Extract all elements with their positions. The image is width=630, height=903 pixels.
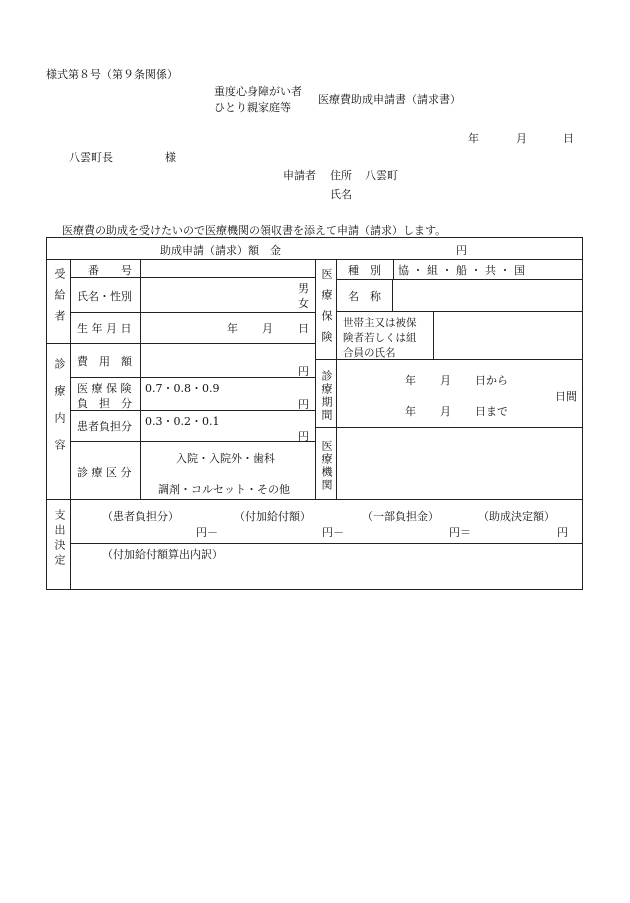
payment-yen-end: 円 [557,526,568,539]
applicant-address-value: 八雲町 [365,169,398,182]
name-sex-label: 氏名・性別 [77,290,132,303]
insurance-side-label: 医療保険 [320,268,333,352]
period-from-year: 年 [405,374,416,387]
payment-yen-minus-2: 円－ [322,526,344,539]
period-side-label: 診療期間 [320,370,333,422]
addressee-suffix: 様 [165,151,176,164]
title-line-1: 重度心身障がい者 [214,85,302,98]
period-from-month: 月 [440,374,451,387]
period-days: 日間 [555,390,577,403]
cost-label: 費 用 額 [77,355,132,368]
patient-share-label: 患者負担分 [77,420,132,433]
institution-side-label: 医療機関 [320,440,333,492]
amount-unit: 円 [456,244,467,257]
insurance-type-label: 種 別 [348,264,381,277]
applicant-label: 申請者 [283,169,316,182]
payment-yen-equals: 円＝ [449,526,471,539]
payment-additional: （付加給付額） [234,510,311,523]
applicant-name-label: 氏名 [330,188,352,201]
payment-breakdown: （付加給付額算出内訳） [102,548,223,561]
period-to-year: 年 [405,405,416,418]
number-label: 番 号 [88,264,132,277]
insurance-type-options: 協 ・ 組 ・ 船 ・ 共 ・ 国 [398,264,525,277]
householder-label-3: 合員の氏名 [343,347,396,359]
female-option: 女 [298,297,309,310]
period-from-day: 日から [475,374,508,387]
date-year: 年 [468,132,479,145]
dob-month: 月 [262,322,273,335]
dob-label: 生 年 月 日 [77,322,132,335]
category-line-1: 入院・入院外・歯科 [176,452,275,465]
insurance-share-yen: 円 [298,398,309,411]
recipient-side-label: 受給者 [53,268,66,331]
intro-text: 医療費の助成を受けたいので医療機関の領収書を添えて申請（請求）します。 [62,224,447,237]
payment-partial: （一部負担金） [362,510,439,523]
dob-year: 年 [227,322,238,335]
householder-label-2: 険者若しくは組 [343,332,417,344]
payment-patient-share: （患者負担分） [102,510,179,523]
payment-side-label: 支出決定 [53,509,66,569]
period-to-day: 日まで [475,405,508,418]
amount-label: 助成申請（請求）額 金 [160,244,281,257]
insurance-share-options: 0.7・0.8・0.9 [145,382,220,395]
addressee: 八雲町長 [69,151,113,164]
period-to-month: 月 [440,405,451,418]
patient-share-yen: 円 [298,430,309,443]
payment-decided: （助成決定額） [478,510,555,523]
male-option: 男 [298,282,309,295]
insurance-share-label-1: 医 療 保 険 [77,382,132,395]
patient-share-options: 0.3・0.2・0.1 [145,415,220,428]
applicant-address-label: 住所 [330,169,352,182]
dob-day: 日 [298,322,309,335]
householder-label-1: 世帯主又は被保 [343,317,417,329]
form-title: 医療費助成申請書（請求書） [318,93,461,106]
cost-yen: 円 [298,365,309,378]
category-label: 診 療 区 分 [77,466,132,479]
title-line-2: ひとり親家庭等 [214,101,291,114]
insurance-name-label: 名 称 [348,290,381,303]
treatment-side-label: 診療内容 [53,358,66,466]
category-line-2: 調剤・コルセット・その他 [158,483,290,496]
payment-yen-minus-1: 円－ [196,526,218,539]
insurance-share-label-2: 負 担 分 [77,397,132,410]
form-number: 様式第８号（第９条関係） [46,68,178,81]
date-day: 日 [563,132,574,145]
date-month: 月 [516,132,527,145]
